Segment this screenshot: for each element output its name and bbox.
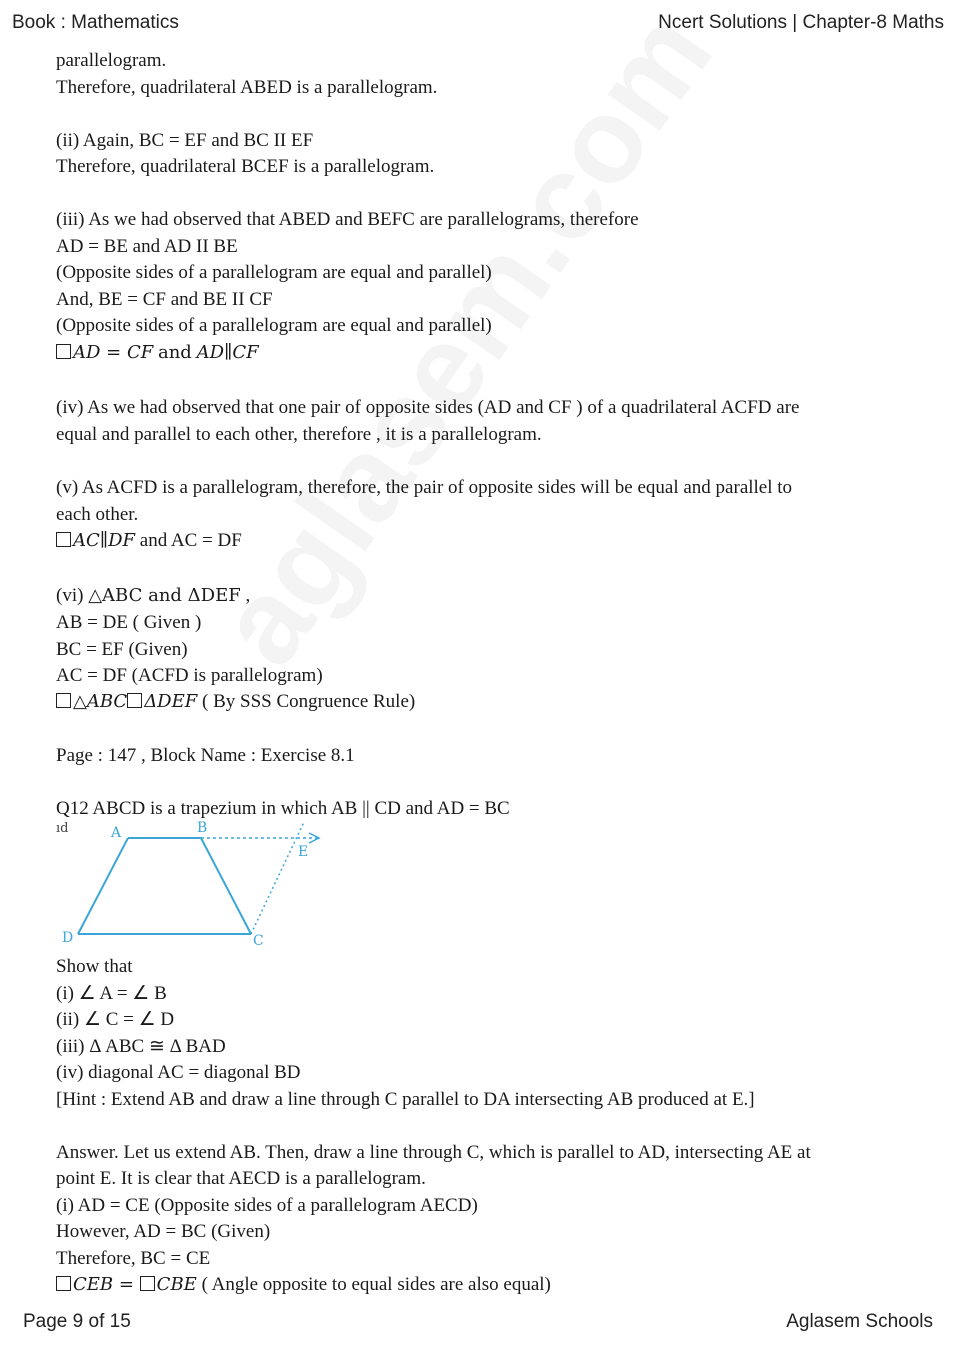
side-bc — [201, 838, 251, 934]
missing-glyph-box — [56, 1276, 71, 1291]
trapezium-diagram — [56, 816, 336, 951]
math-expression: AD∥CF — [196, 342, 259, 363]
text-line: BC = EF (Given) — [56, 639, 188, 660]
line-ce — [251, 822, 304, 934]
missing-glyph-box — [140, 1276, 155, 1291]
missing-glyph-box — [56, 344, 71, 359]
text-line: (i) ∠ A = ∠ B — [56, 983, 167, 1004]
math-line — [56, 1274, 551, 1296]
math-word: and — [157, 342, 192, 363]
side-ad — [78, 838, 128, 934]
text-line: parallelogram. — [56, 50, 167, 71]
math-expression: △ABC and ΔDEF — [88, 585, 241, 606]
text-line: Therefore, quadrilateral BCEF is a parallelogram. — [56, 156, 435, 177]
math-expression: CBE — [156, 1274, 197, 1295]
math-line — [56, 691, 415, 713]
text-line: AC = DF (ACFD is parallelogram) — [56, 665, 323, 686]
footer-page-number: Page 9 of 15 — [23, 1311, 131, 1332]
text-line: Page : 147 , Block Name : Exercise 8.1 — [56, 745, 355, 766]
question-line: Q12 ABCD is a trapezium in which AB || CD and AD = BC — [56, 798, 510, 819]
text-line: point E. It is clear that AECD is a parallelogram. — [56, 1168, 426, 1189]
text-line: Therefore, quadrilateral ABED is a parallelogram. — [56, 77, 438, 98]
label-c: C — [253, 933, 264, 949]
answer-line: Answer. Let us extend AB. Then, draw a line through C, which is parallel to AD, intersecting AE at — [56, 1142, 811, 1163]
text-line: Show that — [56, 956, 133, 977]
label-d: D — [62, 930, 74, 946]
footer-brand: Aglasem Schools — [786, 1311, 933, 1332]
text-fragment: (vi) — [56, 585, 84, 606]
text-line: Therefore, BC = CE — [56, 1248, 211, 1269]
text-line: (iii) As we had observed that ABED and BEFC are parallelograms, therefore — [56, 209, 639, 230]
hint-line: [Hint : Extend AB and draw a line through C parallel to DA intersecting AB produced at E.] — [56, 1089, 755, 1110]
text-fragment: , — [245, 585, 251, 606]
watermark — [190, 0, 739, 689]
label-b: B — [197, 820, 208, 836]
cropped-label: ıd — [56, 821, 69, 836]
missing-glyph-box — [56, 532, 71, 547]
text-fragment: ( By SSS Congruence Rule) — [202, 691, 416, 712]
missing-glyph-box — [56, 693, 71, 708]
text-line: each other. — [56, 504, 139, 525]
math-line — [56, 342, 259, 364]
text-line: And, BE = CF and BE II CF — [56, 289, 273, 310]
label-a: A — [111, 825, 122, 841]
text-line: equal and parallel to each other, therefore , it is a parallelogram. — [56, 424, 542, 445]
text-line: AD = BE and AD II BE — [56, 236, 238, 257]
math-expression: AD = CF — [73, 342, 154, 363]
text-fragment: ( Angle opposite to equal sides are also equal) — [201, 1274, 551, 1295]
math-expression: CEB = — [73, 1274, 140, 1295]
text-line: (i) AD = CE (Opposite sides of a parallelogram AECD) — [56, 1195, 478, 1216]
math-line — [56, 585, 250, 607]
label-e: E — [298, 844, 309, 860]
text-line: (iii) Δ ABC ≅ Δ BAD — [56, 1036, 226, 1057]
text-line: (iv) As we had observed that one pair of opposite sides (AD and CF ) of a quadrilateral ACFD are — [56, 397, 800, 418]
text-line: (ii) ∠ C = ∠ D — [56, 1009, 175, 1030]
header-book-title: Book : Mathematics — [12, 12, 179, 33]
math-expression: AC∥DF — [73, 530, 136, 551]
text-line: (ii) Again, BC = EF and BC II EF — [56, 130, 314, 151]
text-line: (Opposite sides of a parallelogram are equal and parallel) — [56, 262, 492, 283]
text-line: (iv) diagonal AC = diagonal BD — [56, 1062, 301, 1083]
text-line: (Opposite sides of a parallelogram are equal and parallel) — [56, 315, 492, 336]
text-line: AB = DE ( Given ) — [56, 612, 202, 633]
header-chapter-title: Ncert Solutions | Chapter-8 Maths — [658, 12, 944, 33]
math-expression: △ABC — [73, 691, 128, 712]
math-expression: ΔDEF — [144, 691, 198, 712]
math-line — [56, 530, 242, 552]
text-fragment: and AC = DF — [139, 530, 242, 551]
text-line: (v) As ACFD is a parallelogram, therefore, the pair of opposite sides will be equal and parallel to — [56, 477, 793, 498]
missing-glyph-box — [127, 693, 142, 708]
text-line: However, AD = BC (Given) — [56, 1221, 271, 1242]
